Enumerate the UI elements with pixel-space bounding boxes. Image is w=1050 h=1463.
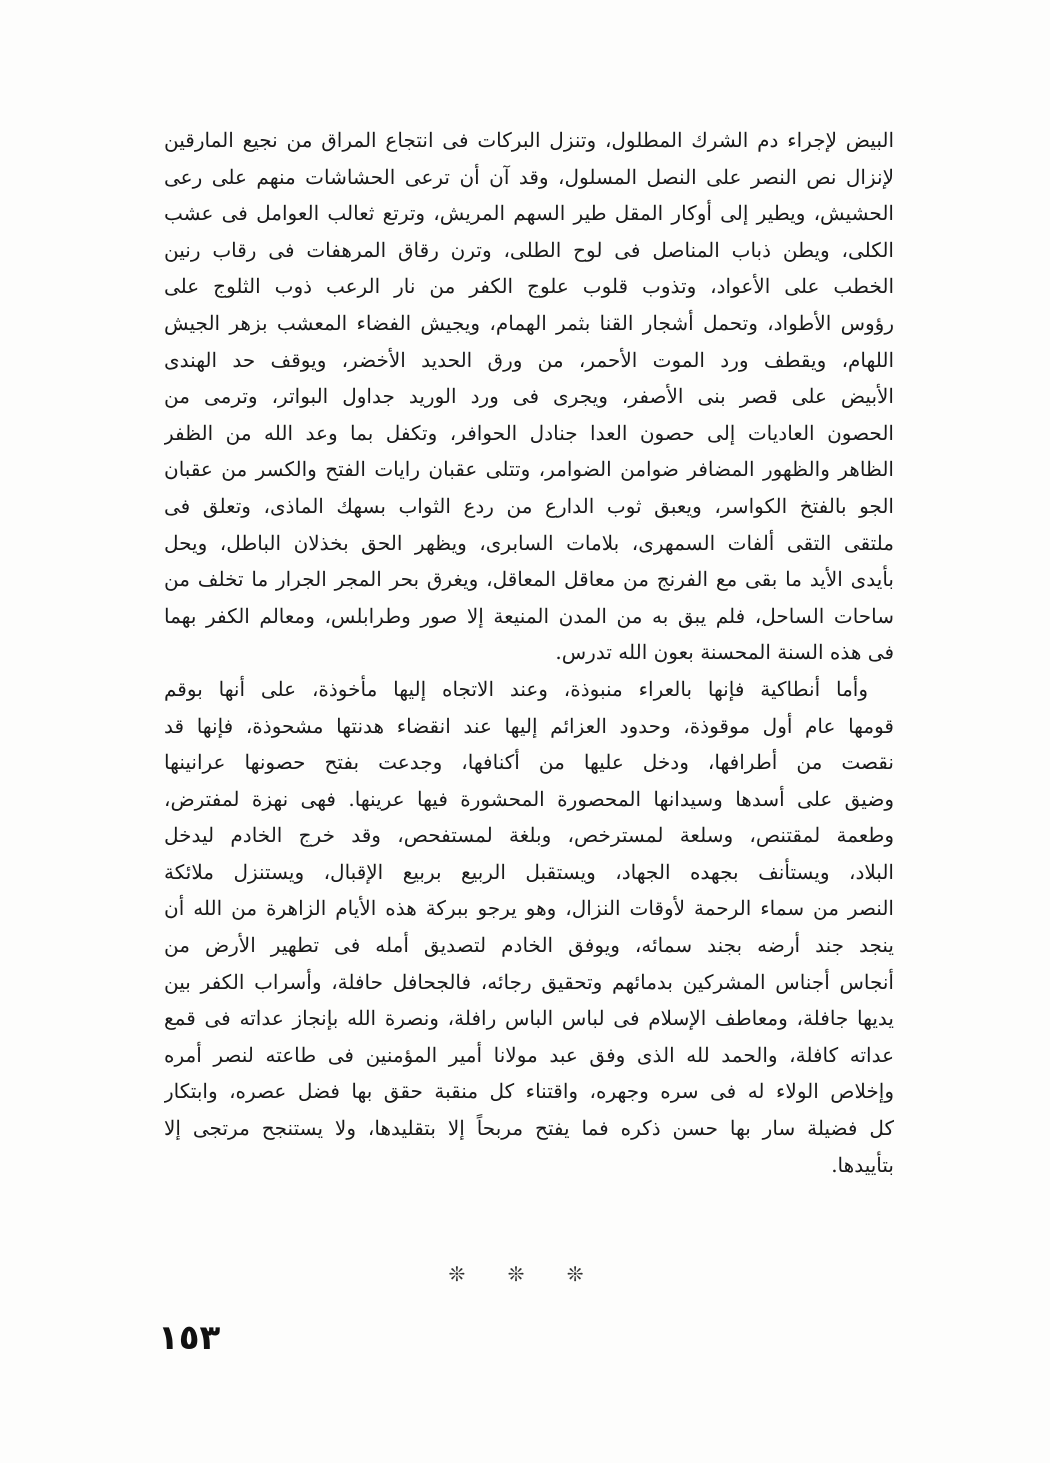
text-line: وطعمة لمقتنص، وسلعة لمسترخص، وبلغة لمستفحص، وقد خرج الخادم ليدخل xyxy=(164,823,894,848)
text-line: بأيدى الأيد ما بقى مع الفرنج من معاقل المعاقل، ويغرق بحر المجر الجرار ما تخلف من xyxy=(164,567,894,592)
text-line: ينجد جند أرضه بجند سمائه، ويوفق الخادم لتصديق أمله فى تطهير الأرض من xyxy=(164,933,894,958)
text-line: رؤوس الأطواد، وتحمل أشجار القنا بثمر الهمام، ويجيش الفضاء المعشب بزهر الجيش xyxy=(164,310,894,335)
text-line: يديها جافلة، ومعاطف الإسلام فى لباس الباس رافلة، ونصرة الله بإنجاز عداته فى قمع xyxy=(164,1006,894,1031)
text-line: الجو بالفتخ الكواسر، ويعبق ثوب الدارع من ردع الثواب بسهك الماذى، وتعلق فى xyxy=(164,493,894,518)
paragraph-2 xyxy=(164,671,894,1183)
text-line: لإنزال نص النصر على النصل المسلول، وقد آن أن ترعى الحشاشات منهم على رعى xyxy=(164,164,894,189)
text-line: ساحات الساحل، فلم يبق به من المدن المنيعة إلا صور وطرابلس، ومعالم الكفر بهما xyxy=(164,603,894,628)
section-ornament: ❊ ❊ ❊ xyxy=(448,1262,602,1286)
text-line: الخطب على الأعواد، وتذوب قلوب علوج الكفر من نار الرعب ذوب الثلوج على xyxy=(164,274,894,299)
text-line: بتأييدها. xyxy=(831,1152,894,1177)
text-line: وضيق على أسدها وسيدانها المحصورة المحشورة فيها عرينها. فهى نهزة لمفترض، xyxy=(164,786,894,811)
page-number: ١٥٣ xyxy=(158,1318,221,1358)
text-line: كل فضيلة سار بها حسن ذكره فما يفتح مربحاً إلا بتقليدها، ولا يستنجح مرتجى إلا xyxy=(164,1116,894,1141)
text-line: النصر من سماء الرحمة لأوقات النزال، وهو يرجو ببركة هذه الأيام الزاهرة من الله أن xyxy=(164,896,894,921)
text-line: وأما أنطاكية فإنها بالعراء منبوذة، وعند الاتجاه إليها مأخوذة، على أنها بوقم xyxy=(164,676,868,701)
text-line: اللهام، ويقطف ورد الموت الأحمر، من ورق الحديد الأخضر، ويوقف حد الهندى xyxy=(164,347,894,372)
paragraph-1 xyxy=(164,122,894,671)
text-line: البيض لإجراء دم الشرك المطلول، وتنزل البركات فى انتجاع المراق من نجيع المارقين xyxy=(164,128,894,152)
text-line: وإخلاص الولاء له فى سره وجهره، واقتناء كل منقبة حقق بها فضل عصره، وابتكار xyxy=(164,1079,894,1104)
text-line: الأبيض على قصر بنى الأصفر، ويجرى فى ورد الوريد جداول البواتر، وترمى من xyxy=(164,384,894,409)
text-line: البلاد، ويستأنف بجهده الجهاد، ويستقبل الربيع بربيع الإقبال، ويستنزل ملائكة xyxy=(164,859,894,884)
text-line: أنجاس أجناس المشركين بدمائهم وتحقيق رجائه، فالجحافل حافلة، وأسراب الكفر بين xyxy=(164,969,894,994)
text-line: الحصون العاديات إلى حصون العدا جنادل الحوافر، وتكفل بما وعد الله من الظفر xyxy=(164,420,894,445)
text-line: نقصت من أطرافها، ودخل عليها من أكنافها، وجدعت بفتح حصونها عرانينها xyxy=(164,750,894,775)
text-line: ملتقى التقى ألفات السمهرى، بلامات السابرى، ويظهر الحق بخذلان الباطل، ويحل xyxy=(164,530,894,555)
text-line: فى هذه السنة المحسنة بعون الله تدرس. xyxy=(555,640,894,665)
text-line: قومها عام أول موقوذة، وحدود العزائم إليها عند انقضاء هدنتها مشحوذة، فإنها قد xyxy=(164,713,894,738)
body-text xyxy=(164,122,894,1183)
text-line: الظاهر والظهور المضافر ضوامن الضوامر، وتتلى عقبان رايات الفتح والكسر من عقبان xyxy=(164,457,894,482)
text-line: الحشيش، ويطير إلى أوكار المقل طير السهم المريش، وترتع ثعالب العوامل فى عشب xyxy=(164,201,894,226)
text-line: الكلى، ويطن ذباب المناصل فى لوح الطلى، وترن رقاق المرهفات فى رقاب رنين xyxy=(164,237,894,262)
text-line: عداته كافلة، والحمد لله الذى وفق عبد مولانا أمير المؤمنين فى طاعته لنصر أمره xyxy=(164,1042,894,1067)
